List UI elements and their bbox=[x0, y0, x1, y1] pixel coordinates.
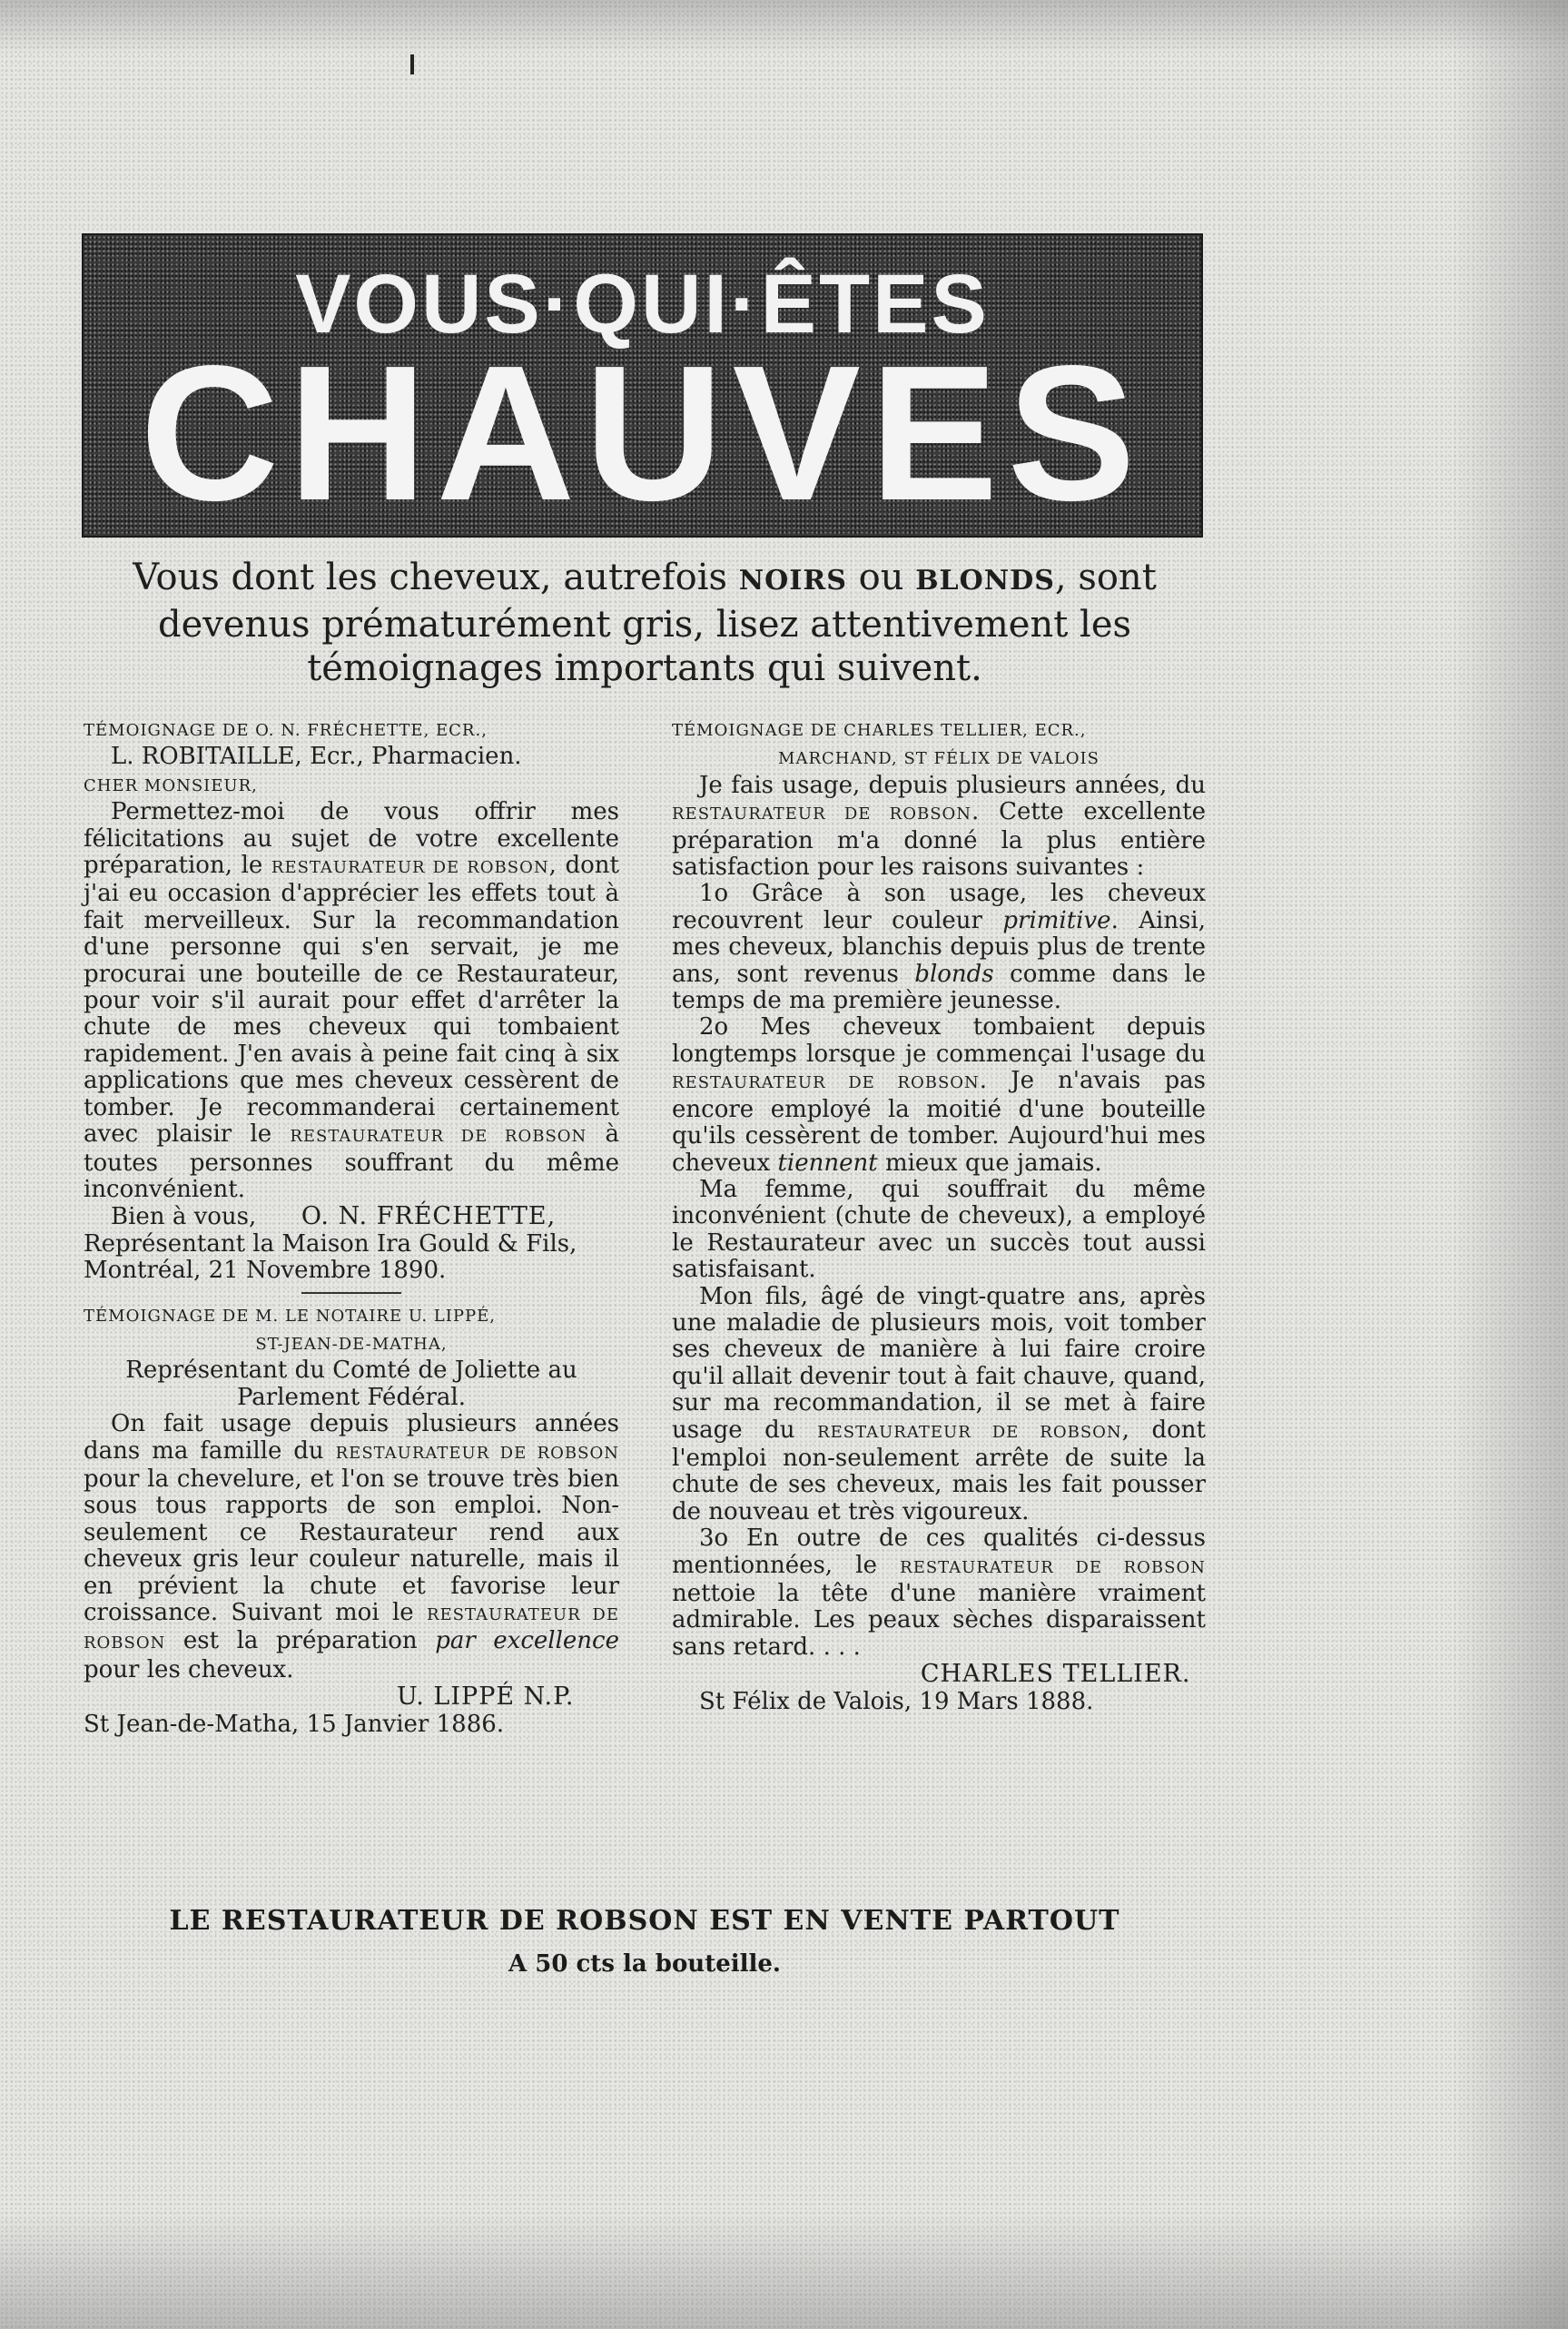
testimonial-2-body bbox=[84, 1411, 619, 1683]
t3-p5-a: Mon fils, âgé de vingt-quatre ans, après une maladie de plusieurs mois, voit tomber ses cheveux de manière à lui faire croire qu'il allait devenir tout à fait chauve, quand, sur ma recommandation, il se met à faire usage du bbox=[672, 1282, 1206, 1444]
testimonial-1-heading bbox=[84, 717, 619, 744]
headline-line-2: CHAUVES bbox=[140, 325, 1145, 540]
t2-product-name-1: RESTAURATEUR DE ROBSON bbox=[335, 1443, 619, 1463]
t3-p3-b: . Je n'avais pas encore employé la moitié d'une bouteille qu'ils cessèrent de tomber. Aujourd'hui mes cheveux bbox=[672, 1067, 1206, 1177]
t3-p6-b: nettoie la tête d'une manière vraiment admirable. Les peaux sèches disparaissent sans retard. . . . bbox=[672, 1580, 1206, 1661]
t3-p3-italic: tiennent bbox=[777, 1149, 878, 1177]
testimonial-3-para-1 bbox=[672, 773, 1206, 882]
t3-product-name-3: RESTAURATEUR DE ROBSON bbox=[817, 1422, 1122, 1442]
headline-line-1: VOUS·QUI·ÊTES bbox=[295, 258, 990, 350]
testimonial-1-place-date: Montréal, 21 Novembre 1890. bbox=[84, 1257, 447, 1285]
t3-p3-a: 2o Mes cheveux tombaient depuis longtemps lorsque je commençai l'usage du bbox=[672, 1013, 1206, 1068]
testimonial-2-heading bbox=[84, 1303, 619, 1329]
paper-edge-right bbox=[1450, 0, 1568, 2329]
testimonial-1-signoff bbox=[84, 1203, 619, 1230]
intro-blonds: BLONDS bbox=[915, 565, 1055, 597]
intro-noirs: NOIRS bbox=[738, 565, 847, 597]
testimonial-2-heading-text: TÉMOIGNAGE DE M. LE NOTAIRE U. LIPPÉ, bbox=[84, 1306, 496, 1326]
t2-body-c: est la préparation bbox=[165, 1627, 436, 1655]
print-mark bbox=[410, 54, 414, 74]
testimonial-3-place-date: St Félix de Valois, 19 Mars 1888. bbox=[699, 1687, 1094, 1715]
t3-p2-italic-1: primitive bbox=[1002, 906, 1111, 934]
testimonial-2-place-date: St Jean-de-Matha, 15 Janvier 1886. bbox=[84, 1710, 505, 1738]
t1-closing: Bien à vous, bbox=[111, 1203, 257, 1231]
t1-body-c: à toutes personnes souffrant du même inconvénient. bbox=[84, 1120, 619, 1203]
t3-signature: CHARLES TELLIER. bbox=[920, 1660, 1191, 1689]
t2-body-a: On fait usage depuis plusieurs années dans ma famille du bbox=[84, 1410, 619, 1465]
t3-p2-c: comme dans le temps de ma première jeunesse. bbox=[672, 960, 1207, 1015]
t3-p2-b: . Ainsi, mes cheveux, blanchis depuis plus de trente ans, sont revenus bbox=[672, 906, 1206, 988]
t3-p2-a: 1o Grâce à son usage, les cheveux recouvrent leur couleur bbox=[672, 880, 1206, 934]
t3-p1-b: . Cette excellente préparation m'a donné la plus entière satisfaction pour les raisons suivantes : bbox=[672, 798, 1206, 882]
testimonial-2-role-1: Représentant du Comté de Joliette au bbox=[125, 1357, 577, 1385]
testimonial-3-signature bbox=[672, 1661, 1206, 1688]
t2-body-b: pour la chevelure, et l'on se trouve très bien sous tous rapports de son emploi. Non-seulement ce Restaurateur rend aux cheveux gris leur couleur naturelle, mais il en prévient la chute et favorise leur croissance. Suivant moi le bbox=[84, 1465, 619, 1626]
paper-edge-bottom bbox=[0, 2211, 1568, 2329]
testimonial-1-role: Représentant la Maison Ira Gould & Fils, bbox=[84, 1229, 577, 1258]
t2-signature: U. LIPPÉ N.P. bbox=[396, 1683, 575, 1712]
testimonial-1-body bbox=[84, 799, 619, 1203]
testimonial-2-role-2: Parlement Fédéral. bbox=[236, 1383, 466, 1411]
footer-price-line: A 50 cts la bouteille. bbox=[508, 1950, 781, 1978]
testimonial-3-heading bbox=[672, 717, 1206, 744]
testimonial-1-salutation bbox=[84, 771, 619, 799]
intro-text-3: , sont devenus prématurément gris, lisez attentivement les témoignages importants qui suivent. bbox=[157, 557, 1157, 689]
headline-banner bbox=[82, 233, 1203, 538]
testimonial-3-para-6 bbox=[672, 1525, 1206, 1661]
t1-body-a: Permettez-moi de vous offrir mes félicitations au sujet de votre excellente préparation, le bbox=[84, 798, 619, 880]
left-column bbox=[84, 717, 619, 1738]
paper-edge-top bbox=[0, 0, 1568, 54]
intro-text-1: Vous dont les cheveux, autrefois bbox=[133, 557, 739, 598]
testimonial-3-subheading bbox=[672, 744, 1206, 772]
testimonial-2-signature bbox=[84, 1683, 619, 1711]
t3-p5-b: , dont l'emploi non-seulement arrête de suite la chute de ses cheveux, mais les fait pousser de nouveau et très vigoureux. bbox=[672, 1416, 1206, 1525]
t1-signature: O. N. FRÉCHETTE, bbox=[301, 1202, 557, 1231]
t3-p1-a: Je fais usage, depuis plusieurs années, du bbox=[699, 771, 1206, 799]
testimonial-2-place-text: ST-JEAN-DE-MATHA, bbox=[255, 1334, 448, 1354]
testimonial-3-para-5 bbox=[672, 1284, 1206, 1526]
t1-product-name-1: RESTAURATEUR DE ROBSON bbox=[271, 858, 549, 878]
testimonial-3-para-2 bbox=[672, 881, 1206, 1014]
testimonial-1-addressee: L. ROBITAILLE, Ecr., Pharmacien. bbox=[111, 743, 522, 771]
testimonial-1-salutation-text: CHER MONSIEUR, bbox=[84, 775, 258, 795]
t1-body-b: , dont j'ai eu occasion d'apprécier les effets tout à fait merveilleux. Sur la recommandation d'une personne qui s'en servait, je me procurai une bouteille de ce Restaurateur, pour voir s'il aurait pour effet d'arrêter la chute de mes cheveux qui tombaient rapidement. J'en avais à peine fait cinq à six applications que mes cheveux cessèrent de tomber. Je recommanderai certainement avec plaisir le bbox=[84, 852, 619, 1149]
testimonial-3-subheading-text: MARCHAND, ST FÉLIX DE VALOIS bbox=[778, 749, 1100, 769]
t2-body-d: pour les cheveux. bbox=[84, 1655, 294, 1683]
t1-product-name-2: RESTAURATEUR DE ROBSON bbox=[290, 1127, 587, 1147]
t3-p2-italic-2: blonds bbox=[914, 960, 994, 988]
testimonial-3-para-3 bbox=[672, 1014, 1206, 1176]
footer-sales-line: LE RESTAURATEUR DE ROBSON EST EN VENTE PARTOUT bbox=[169, 1905, 1120, 1937]
t3-product-name-1: RESTAURATEUR DE ROBSON bbox=[672, 804, 972, 824]
divider-rule bbox=[301, 1292, 401, 1294]
t3-product-name-2: RESTAURATEUR DE ROBSON bbox=[672, 1073, 980, 1093]
intro-paragraph bbox=[82, 556, 1208, 690]
testimonial-3-heading-text: TÉMOIGNAGE DE CHARLES TELLIER, ECR., bbox=[672, 721, 1087, 740]
testimonial-3-para-4: Ma femme, qui souffrait du même inconvénient (chute de cheveux), a employé le Restaurateur avec un succès tout aussi satisfaisant. bbox=[672, 1175, 1206, 1284]
t3-p6-a: 3o En outre de ces qualités ci-dessus mentionnées, le bbox=[672, 1525, 1206, 1579]
testimonial-2-place bbox=[84, 1329, 619, 1357]
intro-text-2: ou bbox=[846, 557, 916, 598]
right-column bbox=[672, 717, 1206, 1715]
t2-italic-phrase: par excellence bbox=[435, 1627, 619, 1655]
t3-p3-c: mieux que jamais. bbox=[877, 1149, 1102, 1177]
testimonial-1-heading-text: TÉMOIGNAGE DE O. N. FRÉCHETTE, ECR., bbox=[84, 721, 488, 740]
t2-product-name-2: RESTAURATEUR DE ROBSON bbox=[84, 1605, 619, 1653]
t3-product-name-4: RESTAURATEUR DE ROBSON bbox=[900, 1557, 1206, 1577]
